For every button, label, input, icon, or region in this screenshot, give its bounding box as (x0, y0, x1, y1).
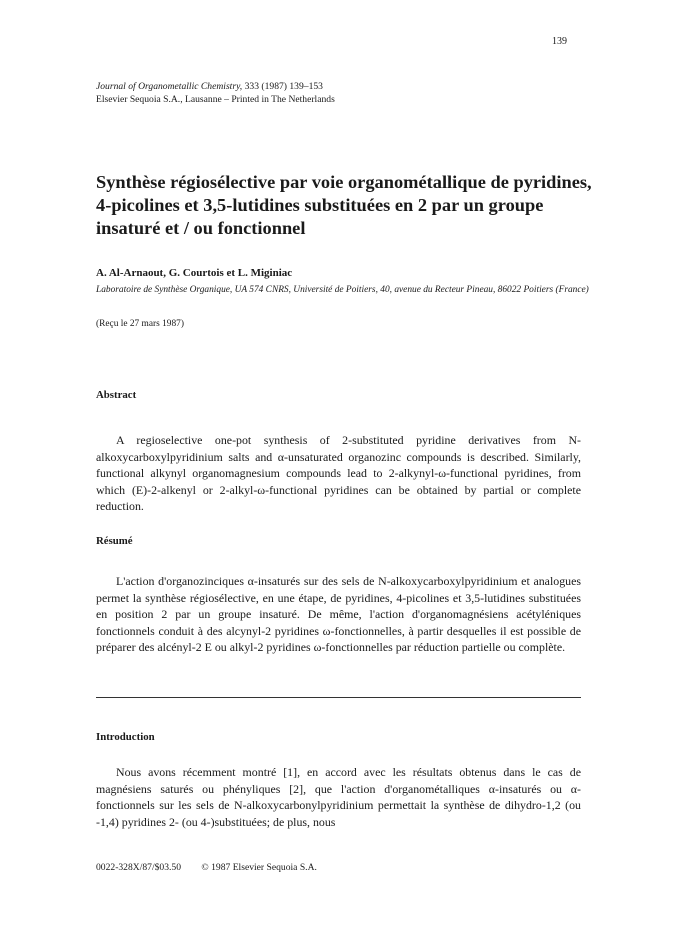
journal-header (96, 80, 335, 106)
authors: A. Al-Arnaout, G. Courtois et L. Miginiac (96, 267, 293, 279)
journal-name: Journal of Organometallic Chemistry, (96, 81, 243, 92)
introduction-text: Nous avons récemment montré [1], en accord avec les résultats obtenus dans le cas de magnésiens saturés ou phényliques [2], que l'action d'organométalliques α-insaturés ou α-fonctionnels sur les sels de N-alkoxycarbonylpyridinium permettait la synthèse de dihydro-1,2 (ou -1,4) pyridines 2- (ou 4-)substituées; de plus, nous (96, 765, 581, 829)
price-code: 0022-328X/87/$03.50 (96, 862, 182, 873)
footer (96, 862, 335, 873)
abstract-text: A regioselective one-pot synthesis of 2-substituted pyridine derivatives from N-alkoxycarboxylpyridinium salts and α-unsaturated organozinc compounds is described. Similarly, functional alkynyl organomagnesium compounds lead to 2-alkynyl-ω-functional pyridines, from which (E)-2-alkenyl or 2-alkyl-ω-functional pyridines can be obtained by partial or complete reduction. (96, 433, 581, 514)
affiliation: Laboratoire de Synthèse Organique, UA 574 CNRS, Université de Poitiers, 40, avenue du Recteur Pineau, 86022 Poitiers (France) (96, 285, 589, 295)
received-date: (Reçu le 27 mars 1987) (96, 319, 184, 329)
journal-volume: 333 (1987) 139–153 (244, 81, 323, 92)
copyright: © 1987 Elsevier Sequoia S.A. (201, 862, 317, 873)
page-number: 139 (552, 36, 567, 47)
section-divider (96, 697, 581, 698)
resume-text: L'action d'organozinciques α-insaturés sur des sels de N-alkoxycarboxylpyridinium et analogues permet la synthèse régiosélective, en une étape, de pyridines, 4-picolines et 3,5-lutidines substituées en position 2 par un groupe insaturé. De même, l'action d'organomagnésiens acétyléniques fonctionnels conduit à des alcynyl-2 pyridines ω-fonctionnelles, à partir desquelles il est possible de préparer des alcényl-2 E ou alkyl-2 pyridines ω-fonctionnelles par réduction partielle ou complète. (96, 574, 581, 655)
journal-citation (96, 80, 335, 93)
abstract-heading: Abstract (96, 389, 137, 401)
resume-heading: Résumé (96, 535, 133, 547)
journal-publisher: Elsevier Sequoia S.A., Lausanne – Printed in The Netherlands (96, 94, 335, 105)
article-title: Synthèse régiosélective par voie organométallique de pyridines, 4-picolines et 3,5-lutidines substituées en 2 par un groupe insaturé et / ou fonctionnel (96, 172, 592, 238)
introduction-heading: Introduction (96, 731, 155, 743)
